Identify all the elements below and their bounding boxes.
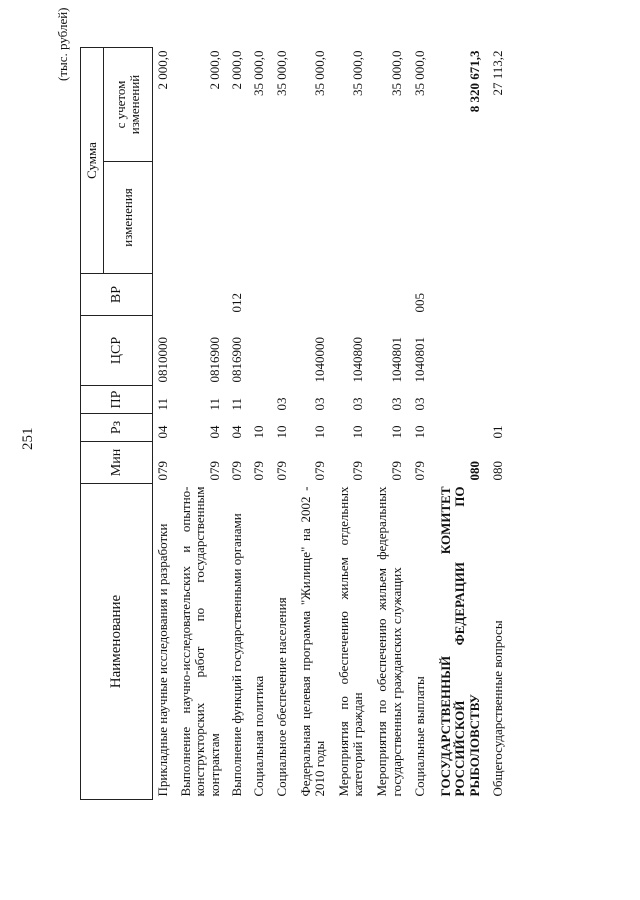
row-rz: 10 <box>412 425 428 439</box>
table-row <box>431 48 486 800</box>
table-row <box>293 48 331 800</box>
row-name: Мероприятия по обеспечению жильем федеральных государственных гражданских служащих <box>374 486 404 797</box>
row-csr: 1040000 <box>312 337 328 383</box>
row-pr <box>485 386 509 414</box>
row-with-changes: 27 113,2 <box>490 50 506 96</box>
row-changes <box>293 162 331 274</box>
table-body <box>153 48 509 800</box>
row-changes <box>431 162 486 274</box>
row-changes <box>225 162 248 274</box>
table-row <box>153 48 174 800</box>
row-with-changes: 35 000,0 <box>388 50 404 96</box>
row-name: Социальные выплаты <box>412 676 428 797</box>
row-pr: 03 <box>274 397 290 411</box>
row-csr: 0816900 <box>206 337 222 383</box>
row-vr <box>331 274 369 316</box>
table-row <box>407 48 431 800</box>
row-rz: 01 <box>490 425 506 439</box>
row-min: 079 <box>350 461 366 481</box>
budget-table <box>80 47 509 800</box>
row-pr: 11 <box>206 397 222 411</box>
row-with-changes: 8 320 671,3 <box>466 50 482 113</box>
table-row <box>269 48 293 800</box>
table-header <box>81 48 153 800</box>
row-min: 079 <box>155 461 170 481</box>
row-with-changes: 35 000,0 <box>412 50 428 96</box>
header-vr: ВР <box>81 274 153 316</box>
row-with-changes: 35 000,0 <box>350 50 366 96</box>
row-rz: 10 <box>388 425 404 439</box>
row-pr <box>248 386 270 414</box>
row-csr: 0810000 <box>155 337 170 383</box>
row-changes <box>269 162 293 274</box>
row-vr: 012 <box>229 293 245 313</box>
row-rz: 04 <box>155 425 170 439</box>
row-name: Мероприятия по обеспечению жильем отдельных категорий граждан <box>335 486 366 797</box>
row-min: 079 <box>206 461 222 481</box>
row-vr <box>293 274 331 316</box>
row-min: 079 <box>250 461 266 481</box>
row-with-changes: 2 000,0 <box>229 50 245 90</box>
row-rz: 10 <box>274 425 290 439</box>
row-rz <box>431 414 486 442</box>
row-pr: 03 <box>388 397 404 411</box>
row-min: 079 <box>312 461 328 481</box>
header-csr: ЦСР <box>81 316 153 386</box>
row-changes <box>407 162 431 274</box>
row-pr: 03 <box>412 397 428 411</box>
row-with-changes: 2 000,0 <box>206 50 222 90</box>
row-pr: 11 <box>229 397 245 411</box>
row-rz: 10 <box>250 425 266 439</box>
row-csr: 1040801 <box>412 337 428 383</box>
row-name: Выполнение научно-исследовательских и опытно-конструкторских работ по государственным контрактам <box>177 486 222 797</box>
row-rz: 04 <box>229 425 245 439</box>
row-changes <box>331 162 369 274</box>
row-name: Федеральная целевая программа "Жилище" на 2002 - 2010 годы <box>297 486 328 797</box>
row-vr <box>269 274 293 316</box>
row-min: 079 <box>274 461 290 481</box>
row-vr <box>369 274 407 316</box>
row-min: 079 <box>229 461 245 481</box>
row-min: 080 <box>490 461 506 481</box>
header-min: Мин <box>81 442 153 484</box>
row-with-changes: 35 000,0 <box>274 50 290 96</box>
row-csr: 0816900 <box>229 337 245 383</box>
table-row <box>485 48 509 800</box>
row-changes <box>174 162 226 274</box>
table-row <box>331 48 369 800</box>
row-csr <box>485 316 509 386</box>
row-csr: 1040801 <box>388 337 404 383</box>
row-min: 080 <box>466 461 482 481</box>
row-min: 079 <box>412 461 428 481</box>
row-rz: 10 <box>312 425 328 439</box>
row-min: 079 <box>388 461 404 481</box>
row-name: Выполнение функций государственными органами <box>229 513 245 797</box>
table-row <box>225 48 248 800</box>
row-name: Общегосударственные вопросы <box>490 620 506 797</box>
row-rz: 10 <box>350 425 366 439</box>
row-name: Социальная политика <box>250 675 266 797</box>
row-pr: 03 <box>312 397 328 411</box>
row-pr <box>431 386 486 414</box>
row-pr: 11 <box>155 397 170 411</box>
row-vr <box>153 274 174 316</box>
table-row <box>248 48 270 800</box>
header-name: Наименование <box>81 484 153 800</box>
row-csr <box>269 316 293 386</box>
row-changes <box>153 162 174 274</box>
table-row <box>174 48 226 800</box>
row-changes <box>369 162 407 274</box>
row-changes <box>248 162 270 274</box>
row-changes <box>485 162 509 274</box>
table-row <box>369 48 407 800</box>
row-with-changes: 35 000,0 <box>250 50 266 96</box>
row-rz: 04 <box>206 425 222 439</box>
row-csr: 1040800 <box>350 337 366 383</box>
header-changes: изменения <box>104 162 153 274</box>
row-vr <box>248 274 270 316</box>
row-with-changes: 2 000,0 <box>155 50 170 90</box>
header-sum: Сумма <box>81 48 104 274</box>
row-csr <box>248 316 270 386</box>
page-number: 251 <box>20 427 36 450</box>
row-vr <box>485 274 509 316</box>
row-name: Прикладные научные исследования и разработки <box>155 523 170 797</box>
header-rz: Рз <box>81 414 153 442</box>
row-csr <box>431 316 486 386</box>
row-vr <box>174 274 226 316</box>
header-pr: ПР <box>81 386 153 414</box>
row-name: Социальное обеспечение населения <box>274 597 290 797</box>
row-vr <box>431 274 486 316</box>
row-name: ГОСУДАРСТВЕННЫЙ КОМИТЕТ РОССИЙСКОЙ ФЕДЕРАЦИИ ПО РЫБОЛОВСТВУ <box>437 486 482 797</box>
row-pr: 03 <box>350 397 366 411</box>
row-with-changes: 35 000,0 <box>312 50 328 96</box>
row-vr: 005 <box>412 293 428 313</box>
units-note: (тыс. рублей) <box>55 7 70 81</box>
header-with-changes: с учетом изменений <box>104 48 153 162</box>
